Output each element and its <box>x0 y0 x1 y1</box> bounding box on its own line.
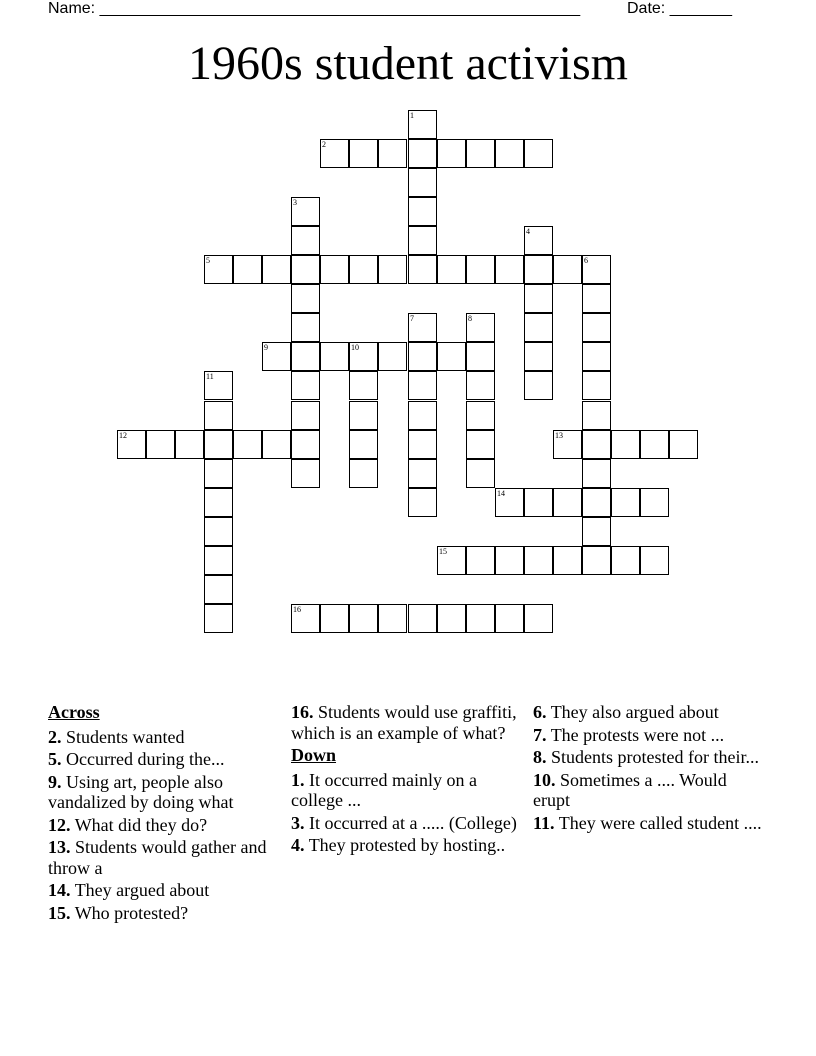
crossword-cell[interactable] <box>349 371 378 400</box>
cell-number: 3 <box>293 198 297 207</box>
crossword-cell[interactable] <box>378 604 407 633</box>
clue-number: 8. <box>533 747 547 767</box>
crossword-cell[interactable] <box>408 313 437 342</box>
clue-number: 5. <box>48 749 62 769</box>
crossword-cell[interactable] <box>582 342 611 371</box>
crossword-cell[interactable] <box>204 517 233 546</box>
crossword-cell[interactable] <box>582 401 611 430</box>
clue-number: 14. <box>48 880 71 900</box>
crossword-cell[interactable] <box>291 459 320 488</box>
clue-text: Students protested for their... <box>551 747 759 767</box>
clue-text: Students would use graffiti, which is an example of what? <box>291 702 517 743</box>
crossword-cell[interactable] <box>349 430 378 459</box>
crossword-cell[interactable] <box>349 342 378 371</box>
cell-number: 10 <box>351 343 359 352</box>
down-clue-10 <box>533 770 763 811</box>
crossword-cell[interactable] <box>378 255 407 284</box>
crossword-cell[interactable] <box>495 488 524 517</box>
crossword-cell[interactable] <box>349 604 378 633</box>
crossword-cell[interactable] <box>291 401 320 430</box>
crossword-cell[interactable] <box>291 313 320 342</box>
cell-number: 12 <box>119 431 127 440</box>
crossword-cell[interactable] <box>437 342 466 371</box>
crossword-cell[interactable] <box>349 459 378 488</box>
crossword-cell[interactable] <box>262 342 291 371</box>
crossword-cell[interactable] <box>204 401 233 430</box>
across-clue-15 <box>48 903 278 924</box>
crossword-cell[interactable] <box>466 313 495 342</box>
across-heading: Across <box>48 702 100 722</box>
crossword-cell[interactable] <box>408 139 437 168</box>
clue-number: 7. <box>533 724 547 745</box>
clue-text: They also argued about <box>550 702 719 722</box>
clue-number: 2. <box>48 726 62 747</box>
crossword-cell[interactable] <box>466 459 495 488</box>
crossword-cell[interactable] <box>291 197 320 226</box>
clue-text: What did they do? <box>74 814 208 835</box>
worksheet-header <box>48 0 748 20</box>
crossword-cell[interactable] <box>495 604 524 633</box>
crossword-cell[interactable] <box>466 342 495 371</box>
crossword-cell[interactable] <box>640 488 669 517</box>
crossword-cell[interactable] <box>582 255 611 284</box>
crossword-cell[interactable] <box>466 604 495 633</box>
across-clue-5 <box>48 749 278 770</box>
down-clue-8 <box>533 747 763 768</box>
crossword-cell[interactable] <box>204 255 233 284</box>
cell-number: 6 <box>584 256 588 265</box>
down-heading: Down <box>291 745 337 765</box>
clue-number: 10. <box>533 769 556 790</box>
clue-number: 13. <box>48 837 71 857</box>
crossword-cell[interactable] <box>378 139 407 168</box>
cell-number: 9 <box>264 343 268 352</box>
crossword-cell[interactable] <box>640 546 669 575</box>
down-clue-6 <box>533 702 763 723</box>
crossword-cell[interactable] <box>611 430 640 459</box>
clue-text: Students wanted <box>66 726 185 747</box>
crossword-cell[interactable] <box>466 401 495 430</box>
clue-number: 6. <box>533 702 547 722</box>
crossword-cell[interactable] <box>408 197 437 226</box>
clue-text: The protests were not ... <box>550 724 725 745</box>
across-clue-9 <box>48 772 278 813</box>
crossword-cell[interactable] <box>408 430 437 459</box>
clue-text: They argued about <box>74 880 210 900</box>
crossword-cell[interactable] <box>524 604 553 633</box>
crossword-cell[interactable] <box>408 110 437 139</box>
crossword-cell[interactable] <box>611 546 640 575</box>
cell-number: 11 <box>206 372 214 381</box>
crossword-cell[interactable] <box>262 430 291 459</box>
crossword-cell[interactable] <box>408 342 437 371</box>
clue-number: 1. <box>291 769 305 790</box>
page-title: 1960s student activism <box>188 37 628 90</box>
crossword-cell[interactable] <box>582 284 611 313</box>
crossword-cell[interactable] <box>378 342 407 371</box>
down-clue-7 <box>533 725 763 746</box>
crossword-cell[interactable] <box>408 459 437 488</box>
crossword-cell[interactable] <box>408 488 437 517</box>
down-clue-1 <box>291 770 521 811</box>
crossword-cell[interactable] <box>524 255 553 284</box>
crossword-cell[interactable] <box>553 488 582 517</box>
name-field-label: Name: ______________________________________________________ <box>48 0 581 17</box>
crossword-cell[interactable] <box>553 546 582 575</box>
cell-number: 8 <box>468 314 472 323</box>
clue-number: 12. <box>48 814 71 835</box>
crossword-cell[interactable] <box>524 371 553 400</box>
crossword-cell[interactable] <box>437 546 466 575</box>
crossword-cell[interactable] <box>233 430 262 459</box>
crossword-cell[interactable] <box>553 430 582 459</box>
clue-text: Sometimes a .... Would erupt <box>533 769 727 810</box>
crossword-cell[interactable] <box>291 226 320 255</box>
crossword-cell[interactable] <box>204 371 233 400</box>
clues-column-2 <box>291 702 521 858</box>
crossword-cell[interactable] <box>466 371 495 400</box>
cell-number: 2 <box>322 140 326 149</box>
crossword-cell[interactable] <box>320 604 349 633</box>
crossword-cell[interactable] <box>640 430 669 459</box>
crossword-cell[interactable] <box>204 575 233 604</box>
cell-number: 14 <box>497 489 505 498</box>
clue-text: It occurred at a ..... (College) <box>309 812 517 833</box>
crossword-cell[interactable] <box>320 255 349 284</box>
crossword-cell[interactable] <box>204 459 233 488</box>
crossword-cell[interactable] <box>408 401 437 430</box>
crossword-cell[interactable] <box>524 488 553 517</box>
crossword-cell[interactable] <box>466 255 495 284</box>
crossword-cell[interactable] <box>291 371 320 400</box>
clue-number: 4. <box>291 835 305 855</box>
crossword-cell[interactable] <box>524 139 553 168</box>
crossword-cell[interactable] <box>291 255 320 284</box>
crossword-cell[interactable] <box>524 342 553 371</box>
crossword-cell[interactable] <box>204 546 233 575</box>
crossword-cell[interactable] <box>320 342 349 371</box>
clue-number: 15. <box>48 902 71 923</box>
crossword-cell[interactable] <box>582 313 611 342</box>
across-clue-14 <box>48 880 278 901</box>
clues-column-3 <box>533 702 763 835</box>
crossword-cell[interactable] <box>466 430 495 459</box>
crossword-cell[interactable] <box>582 371 611 400</box>
crossword-cell[interactable] <box>408 604 437 633</box>
crossword-cell[interactable] <box>204 604 233 633</box>
clue-number: 9. <box>48 771 62 792</box>
cell-number: 16 <box>293 605 301 614</box>
crossword-cell[interactable] <box>320 139 349 168</box>
crossword-cell[interactable] <box>582 488 611 517</box>
crossword-cell[interactable] <box>175 430 204 459</box>
cell-number: 7 <box>410 314 414 323</box>
crossword-cell[interactable] <box>524 284 553 313</box>
crossword-cell[interactable] <box>262 255 291 284</box>
crossword-cell[interactable] <box>437 139 466 168</box>
crossword-cell[interactable] <box>582 430 611 459</box>
crossword-cell[interactable] <box>495 255 524 284</box>
down-clue-4 <box>291 835 521 856</box>
crossword-cell[interactable] <box>408 255 437 284</box>
crossword-cell[interactable] <box>349 139 378 168</box>
date-field-label: Date: _______ <box>627 0 732 17</box>
crossword-cell[interactable] <box>291 284 320 313</box>
crossword-cell[interactable] <box>291 342 320 371</box>
crossword-cell[interactable] <box>582 517 611 546</box>
cell-number: 15 <box>439 547 447 556</box>
clue-number: 16. <box>291 702 314 722</box>
crossword-cell[interactable] <box>408 371 437 400</box>
crossword-cell[interactable] <box>437 255 466 284</box>
crossword-cell[interactable] <box>408 168 437 197</box>
clue-text: Students would gather and throw a <box>48 837 267 878</box>
clue-text: Who protested? <box>74 902 189 923</box>
clue-text: Occurred during the... <box>66 749 225 769</box>
across-clue-13 <box>48 837 278 878</box>
down-clue-3 <box>291 813 521 834</box>
crossword-cell[interactable] <box>524 226 553 255</box>
crossword-cell[interactable] <box>466 139 495 168</box>
across-clue-12 <box>48 815 278 836</box>
crossword-cell[interactable] <box>669 430 698 459</box>
crossword-cell[interactable] <box>611 488 640 517</box>
clues-column-1 <box>48 702 278 925</box>
crossword-cell[interactable] <box>146 430 175 459</box>
across-clue-2 <box>48 727 278 748</box>
crossword-cell[interactable] <box>553 255 582 284</box>
clue-number: 11. <box>533 812 555 833</box>
crossword-cell[interactable] <box>349 255 378 284</box>
crossword-cell[interactable] <box>582 546 611 575</box>
cell-number: 1 <box>410 111 414 120</box>
cell-number: 4 <box>526 227 530 236</box>
crossword-cell[interactable] <box>495 139 524 168</box>
crossword-cell[interactable] <box>466 546 495 575</box>
crossword-cell[interactable] <box>204 430 233 459</box>
down-clue-11 <box>533 813 763 834</box>
clue-text: They were called student .... <box>558 812 762 833</box>
cell-number: 13 <box>555 431 563 440</box>
crossword-cell[interactable] <box>204 488 233 517</box>
crossword-cell[interactable] <box>582 459 611 488</box>
crossword-cell[interactable] <box>117 430 146 459</box>
crossword-cell[interactable] <box>437 604 466 633</box>
crossword-cell[interactable] <box>495 546 524 575</box>
crossword-cell[interactable] <box>524 313 553 342</box>
across-clue-16 <box>291 702 521 743</box>
crossword-cell[interactable] <box>349 401 378 430</box>
crossword-cell[interactable] <box>291 430 320 459</box>
clue-text: They protested by hosting.. <box>308 835 506 855</box>
cell-number: 5 <box>206 256 210 265</box>
crossword-cell[interactable] <box>291 604 320 633</box>
crossword-cell[interactable] <box>408 226 437 255</box>
clue-text: It occurred mainly on a college ... <box>291 769 477 810</box>
clue-text: Using art, people also vandalized by doing what <box>48 771 234 812</box>
crossword-cell[interactable] <box>233 255 262 284</box>
crossword-cell[interactable] <box>524 546 553 575</box>
clue-number: 3. <box>291 812 305 833</box>
